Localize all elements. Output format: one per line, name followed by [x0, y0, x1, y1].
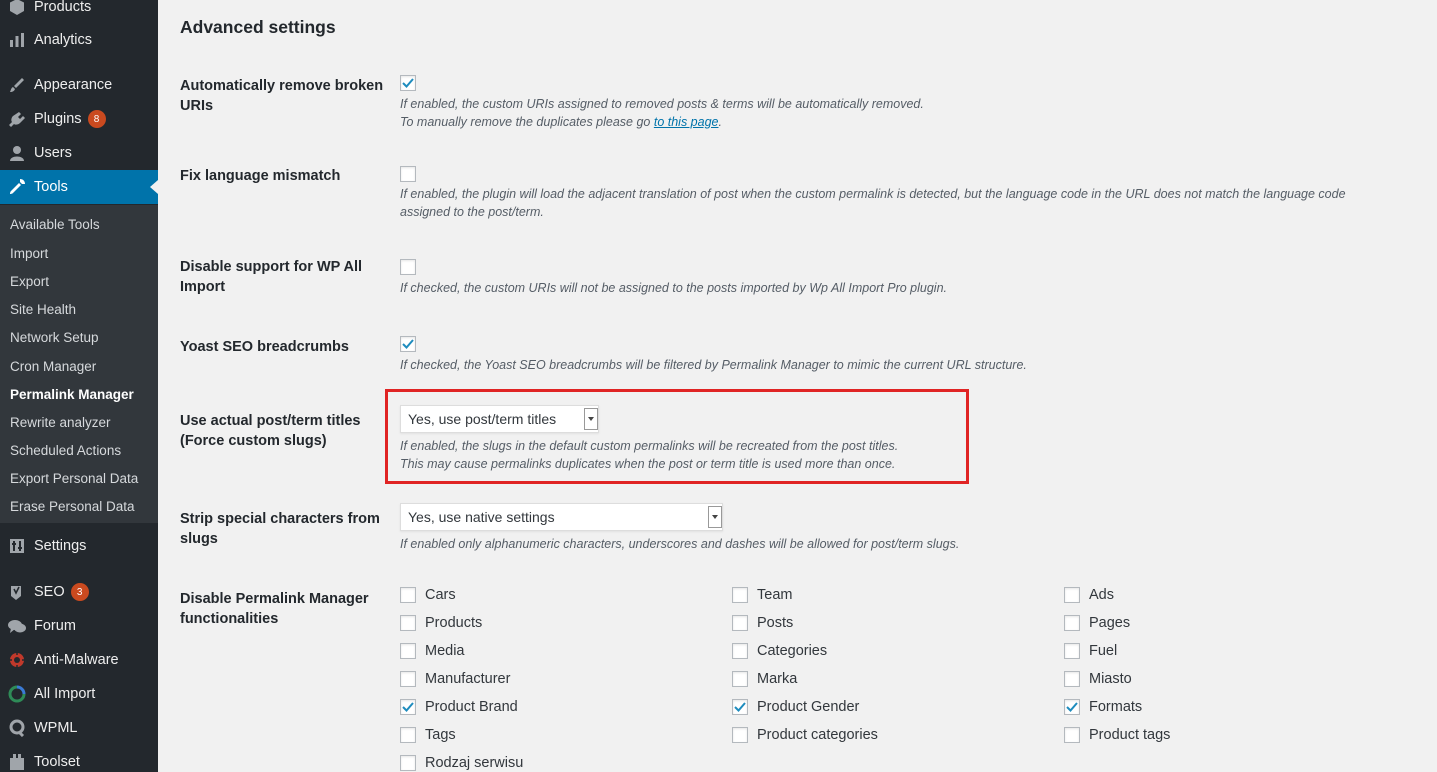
option-ads[interactable] [1064, 587, 1114, 603]
option-checkbox[interactable] [732, 671, 748, 687]
option-label: Team [757, 587, 793, 603]
option-checkbox[interactable] [400, 755, 416, 771]
option-label: Ads [1089, 587, 1114, 603]
fix-language-description: If enabled, the plugin will load the adjacent translation of post when the custom permalink is detected, but the language code in the URL does not match the language code assigned to the post/term. [400, 187, 1346, 219]
forum-icon [7, 616, 27, 636]
seo-icon [7, 582, 27, 602]
option-pages[interactable] [1064, 615, 1130, 631]
settings-main [158, 0, 1437, 772]
option-label: Products [425, 615, 483, 631]
duplicates-page-link[interactable]: to this page [653, 114, 719, 129]
toolset-icon [7, 752, 27, 772]
yoast-breadcrumbs-label: Yoast SEO breadcrumbs [180, 339, 349, 355]
option-checkbox[interactable] [732, 587, 748, 603]
menu-seo[interactable] [0, 575, 158, 609]
wp-all-import-checkbox[interactable] [400, 259, 416, 275]
menu-forum[interactable] [0, 609, 158, 643]
option-label: Cars [425, 587, 456, 603]
option-checkbox[interactable] [400, 699, 416, 715]
option-label: Categories [757, 643, 828, 659]
submenu-rewrite-analyzer[interactable]: Rewrite analyzer [10, 415, 111, 430]
option-checkbox[interactable] [1064, 587, 1080, 603]
menu-label: Anti-Malware [34, 652, 119, 668]
option-label: Product tags [1089, 727, 1171, 743]
option-checkbox[interactable] [1064, 615, 1080, 631]
menu-products[interactable] [0, 0, 158, 24]
tools-icon [7, 177, 27, 197]
anti-malware-icon [7, 650, 27, 670]
option-label: Posts [757, 615, 794, 631]
menu-settings[interactable] [0, 529, 158, 563]
option-categories[interactable] [732, 643, 827, 659]
menu-label: Tools [34, 179, 68, 195]
plugins-update-badge: 8 [88, 110, 106, 128]
menu-plugins[interactable] [0, 102, 158, 136]
all-import-icon [7, 684, 27, 704]
submenu-available-tools[interactable]: Available Tools [10, 217, 100, 232]
option-tags[interactable] [400, 727, 456, 743]
option-label: Miasto [1089, 671, 1132, 687]
option-label: Product Brand [425, 699, 518, 715]
submenu-site-health[interactable]: Site Health [10, 302, 77, 317]
wpml-icon [7, 718, 27, 738]
auto-remove-checkbox[interactable] [400, 75, 416, 91]
checkmark-icon [733, 700, 747, 714]
option-label: Tags [425, 727, 456, 743]
option-label: Fuel [1089, 643, 1118, 659]
page-title: Advanced settings [180, 17, 336, 37]
menu-analytics[interactable] [0, 23, 158, 57]
option-checkbox[interactable] [1064, 699, 1080, 715]
submenu-network-setup[interactable]: Network Setup [10, 330, 99, 345]
option-rodzaj-serwisu[interactable] [400, 755, 523, 771]
submenu-export-personal-data[interactable]: Export Personal Data [10, 471, 139, 486]
users-icon [7, 143, 27, 163]
force-slugs-label: Use actual post/term titles (Force custom slugs) [180, 413, 361, 449]
option-product-brand[interactable] [400, 699, 518, 715]
wp-all-import-description: If checked, the custom URIs will not be assigned to the posts imported by Wp All Import Pro plugin. [400, 281, 948, 295]
description-line: If enabled, the slugs in the default custom permalinks will be recreated from the post titles. [400, 439, 899, 453]
option-product-tags[interactable] [1064, 727, 1170, 743]
option-fuel[interactable] [1064, 643, 1117, 659]
description-line [400, 114, 924, 132]
option-products[interactable] [400, 615, 482, 631]
submenu-export[interactable]: Export [10, 274, 50, 289]
option-media[interactable] [400, 643, 465, 659]
menu-tools[interactable] [0, 170, 158, 204]
menu-label: All Import [34, 686, 96, 702]
option-checkbox[interactable] [400, 643, 416, 659]
auto-remove-description [400, 96, 924, 131]
force-slugs-description [400, 438, 898, 473]
option-label: Media [425, 643, 465, 659]
analytics-icon [7, 30, 27, 50]
appearance-icon [7, 75, 27, 95]
products-icon [7, 0, 27, 17]
submenu-cron-manager[interactable]: Cron Manager [10, 359, 97, 374]
option-checkbox[interactable] [400, 727, 416, 743]
checkmark-icon [401, 76, 415, 90]
option-checkbox[interactable] [732, 643, 748, 659]
fix-language-checkbox[interactable] [400, 166, 416, 182]
tools-submenu [0, 205, 158, 523]
submenu-scheduled-actions[interactable]: Scheduled Actions [10, 443, 122, 458]
submenu-permalink-manager[interactable]: Permalink Manager [10, 387, 134, 402]
option-label: Product categories [757, 727, 878, 743]
option-checkbox[interactable] [732, 615, 748, 631]
submenu-import[interactable]: Import [10, 246, 49, 261]
admin-sidebar [0, 0, 158, 772]
option-posts[interactable] [732, 615, 793, 631]
option-team[interactable] [732, 587, 792, 603]
auto-remove-label: Automatically remove broken URIs [180, 78, 384, 114]
option-checkbox[interactable] [1064, 671, 1080, 687]
menu-label: Toolset [34, 754, 80, 770]
menu-all-import[interactable] [0, 677, 158, 711]
option-checkbox[interactable] [1064, 643, 1080, 659]
menu-label: SEO [34, 584, 65, 600]
strip-chars-label: Strip special characters from slugs [180, 511, 380, 547]
option-label: Manufacturer [425, 671, 511, 687]
wp-all-import-label: Disable support for WP All Import [180, 259, 363, 295]
strip-chars-description: If enabled only alphanumeric characters, underscores and dashes will be allowed for post/term slugs. [400, 537, 960, 551]
menu-label: Forum [34, 618, 76, 634]
menu-label: WPML [34, 720, 78, 736]
dropdown-arrow-icon [708, 506, 722, 528]
fix-language-label: Fix language mismatch [180, 168, 341, 184]
option-miasto[interactable] [1064, 671, 1132, 687]
menu-appearance[interactable] [0, 68, 158, 102]
description-text: To manually remove the duplicates please go [400, 114, 654, 129]
seo-notification-badge: 3 [71, 583, 89, 601]
option-formats[interactable] [1064, 699, 1142, 715]
option-checkbox[interactable] [732, 727, 748, 743]
menu-users[interactable] [0, 136, 158, 170]
option-checkbox[interactable] [732, 699, 748, 715]
menu-label: Analytics [34, 32, 93, 48]
menu-label: Users [34, 145, 72, 161]
select-value: Yes, use native settings [408, 509, 555, 525]
option-checkbox[interactable] [1064, 727, 1080, 743]
option-label: Pages [1089, 615, 1131, 631]
option-product-categories[interactable] [732, 727, 878, 743]
menu-label: Products [34, 0, 92, 15]
menu-toolset[interactable] [0, 745, 158, 772]
yoast-breadcrumbs-checkbox[interactable] [400, 336, 416, 352]
option-checkbox[interactable] [400, 587, 416, 603]
plugins-icon [7, 109, 27, 129]
dropdown-arrow-icon [584, 408, 598, 430]
settings-icon [7, 536, 27, 556]
strip-chars-select[interactable] [400, 503, 723, 531]
menu-label: Settings [34, 538, 87, 554]
option-checkbox[interactable] [400, 615, 416, 631]
option-manufacturer[interactable] [400, 671, 510, 687]
menu-anti-malware[interactable] [0, 643, 158, 677]
option-cars[interactable] [400, 587, 456, 603]
option-product-gender[interactable] [732, 699, 859, 715]
menu-label: Plugins [34, 111, 82, 127]
select-value: Yes, use post/term titles [408, 411, 557, 427]
option-label: Formats [1089, 699, 1143, 715]
disable-functionalities-label: Disable Permalink Manager functionalities [180, 591, 369, 627]
option-marka[interactable] [732, 671, 797, 687]
option-label: Product Gender [757, 699, 860, 715]
description-line: This may cause permalinks duplicates when the post or term title is used more than once. [400, 456, 896, 471]
option-label: Marka [757, 671, 798, 687]
yoast-breadcrumbs-description: If checked, the Yoast SEO breadcrumbs will be filtered by Permalink Manager to mimic the current URL structure. [400, 358, 1027, 372]
checkmark-icon [401, 700, 415, 714]
menu-wpml[interactable] [0, 711, 158, 745]
submenu-erase-personal-data[interactable]: Erase Personal Data [10, 499, 135, 514]
menu-label: Appearance [34, 77, 113, 93]
option-checkbox[interactable] [400, 671, 416, 687]
checkmark-icon [401, 337, 415, 351]
description-line: If enabled, the custom URIs assigned to removed posts & terms will be automatically removed. [400, 97, 924, 111]
option-label: Rodzaj serwisu [425, 755, 524, 771]
description-text: . [718, 114, 722, 129]
force-slugs-select[interactable] [400, 405, 599, 433]
checkmark-icon [1065, 700, 1079, 714]
